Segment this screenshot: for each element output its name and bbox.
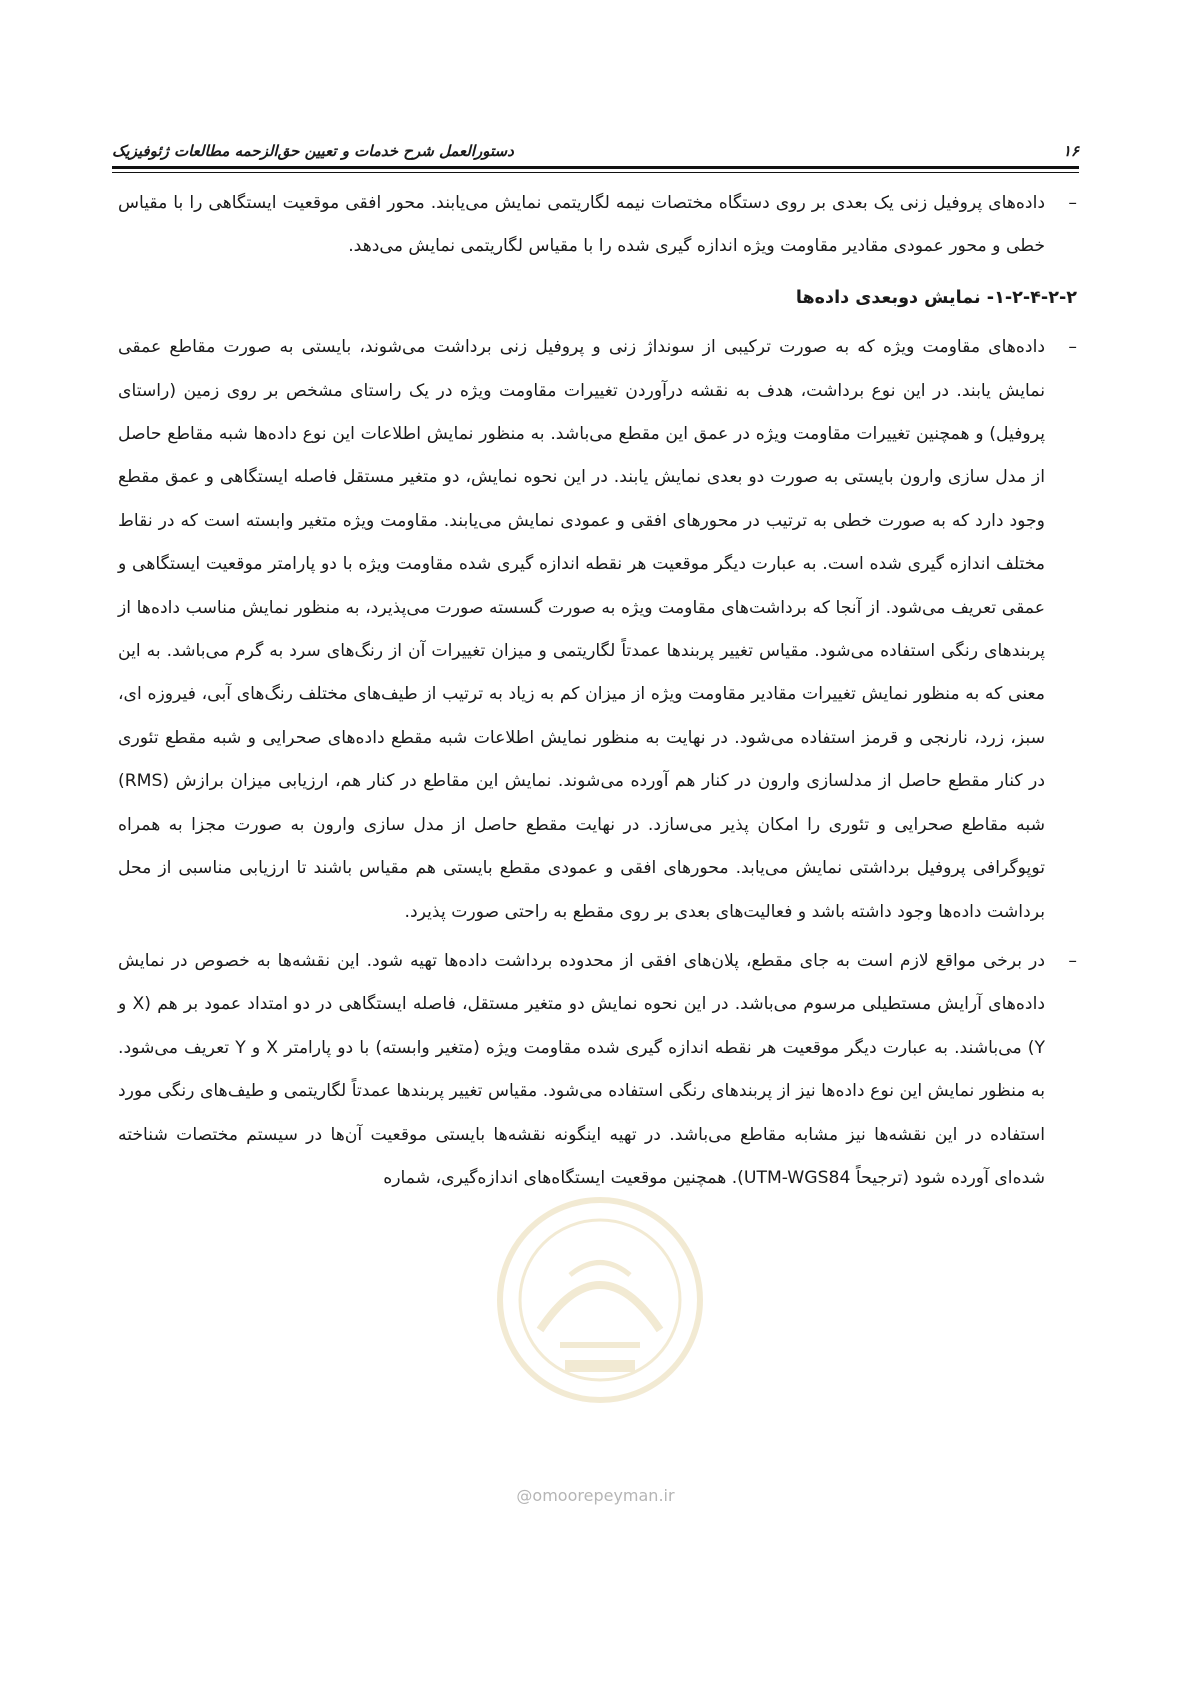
- header-rule-thin: [112, 172, 1079, 173]
- page-number: ۱۶: [1062, 142, 1079, 160]
- bullet-dash: –: [1068, 950, 1077, 971]
- bullet-paragraph-2: [118, 326, 1077, 934]
- running-header: [112, 128, 1079, 160]
- paragraph-text: داده‌های مقاومت ویژه که به صورت ترکیبی از سونداژ زنی و پروفیل زنی برداشت می‌شوند، بایستی به صورت مقاطع عمقی نمایش یابند. در این نوع برداشت، هدف به نقشه درآوردن تغییرات مقاومت ویژه در یک راستای مشخص بر روی زمین (راستای پروفیل) و همچنین تغییرات مقاومت ویژه در عمق این مقطع می‌باشد. به منظور نمایش اطلاعات این نوع داده‌ها شبه مقاطع حاصل از مدل سازی وارون بایستی به صورت دو بعدی نمایش یابند. در این نحوه نمایش، دو متغیر مستقل فاصله ایستگاهی و عمق مقطع وجود دارد که به صورت خطی به ترتیب در محورهای افقی و عمودی نمایش می‌یابند. مقاومت ویژه متغیر وابسته است که در نقاط مختلف اندازه گیری شده است. به عبارت دیگر موقعیت هر نقطه اندازه گیری شده مقاومت ویژه با دو پارامتر موقعیت ایستگاهی و عمقی تعریف می‌شود. از آنجا که برداشت‌های مقاومت ویژه به صورت گسسته صورت می‌پذیرد، به منظور نمایش مناسب داده‌ها از پربندهای رنگی استفاده می‌شود. مقیاس تغییر پربندها عمدتاً لگاریتمی و میزان تغییرات آن از رنگ‌های سرد به گرم می‌باشد. به این معنی که به منظور نمایش تغییرات مقادیر مقاومت ویژه از میزان کم به زیاد به ترتیب از طیف‌های مختلف رنگ‌های آبی، فیروزه ای، سبز، زرد، نارنجی و قرمز استفاده می‌شود. در نهایت به منظور نمایش اطلاعات شبه مقطع داده‌های صحرایی و شبه مقطع تئوری در کنار مقطع حاصل از مدلسازی وارون در کنار هم آورده می‌شوند. نمایش این مقاطع در کنار هم، ارزیابی میزان برازش (RMS) شبه مقاطع صحرایی و تئوری را امکان پذیر می‌سازد. در نهایت مقطع حاصل از مدل سازی وارون به صورت مجزا به همراه توپوگرافی پروفیل برداشتی نمایش می‌یابد. محورهای افقی و عمودی مقطع بایستی هم مقیاس باشند تا ارزیابی مناسبی از محل برداشت داده‌ها وجود داشته باشد و فعالیت‌های بعدی بر روی مقطع به راحتی صورت پذیرد.: [118, 337, 1045, 922]
- running-title: دستورالعمل شرح خدمات و تعیین حق‌الزحمه مطالعات ژئوفیزیک: [112, 142, 514, 160]
- watermark-text: @omoorepeyman.ir: [516, 1486, 675, 1505]
- bullet-dash: –: [1068, 193, 1077, 213]
- header-rule: [112, 166, 1079, 169]
- paragraph-text: در برخی مواقع لازم است به جای مقطع، پلان‌های افقی از محدوده برداشت داده‌ها تهیه شود. این نقشه‌ها به خصوص در نمایش داده‌های آرایش مستطیلی مرسوم می‌باشد. در این نحوه نمایش دو متغیر مستقل، فاصله ایستگاهی در دو امتداد عمود بر هم (X و Y) می‌باشند. به عبارت دیگر موقعیت هر نقطه اندازه گیری شده مقاومت ویژه (متغیر وابسته) با دو پارامتر X و Y تعریف می‌شود. به منظور نمایش این نوع داده‌ها نیز از پربندهای رنگی استفاده می‌شود. مقیاس تغییر پربندها عمدتاً لگاریتمی و طیف‌های رنگی مورد استفاده در این نقشه‌ها نیز مشابه مقاطع می‌باشد. در تهیه اینگونه نقشه‌ها بایستی موقعیت آن‌ها در سیستم مختصات شناخته شده‌ای آورده شود (ترجیحاً UTM-WGS84). همچنین موقعیت ایستگاه‌های اندازه‌گیری، شماره: [118, 950, 1045, 1188]
- watermark-logo: [470, 1180, 730, 1450]
- bullet-paragraph-3: [118, 940, 1077, 1200]
- section-heading: ۱-۲-۴-۲-۲- نمایش دوبعدی داده‌ها: [795, 287, 1077, 308]
- bullet-dash: –: [1068, 337, 1077, 358]
- body-text: [118, 182, 1077, 1206]
- paragraph-text: داده‌های پروفیل زنی یک بعدی بر روی دستگاه مختصات نیمه لگاریتمی نمایش می‌یابند. محور افقی موقعیت ایستگاهی را با مقیاس خطی و محور عمودی مقادیر مقاومت ویژه اندازه گیری شده را با مقیاس لگاریتمی نمایش می‌دهد.: [118, 193, 1045, 257]
- bullet-paragraph-1: [118, 182, 1077, 269]
